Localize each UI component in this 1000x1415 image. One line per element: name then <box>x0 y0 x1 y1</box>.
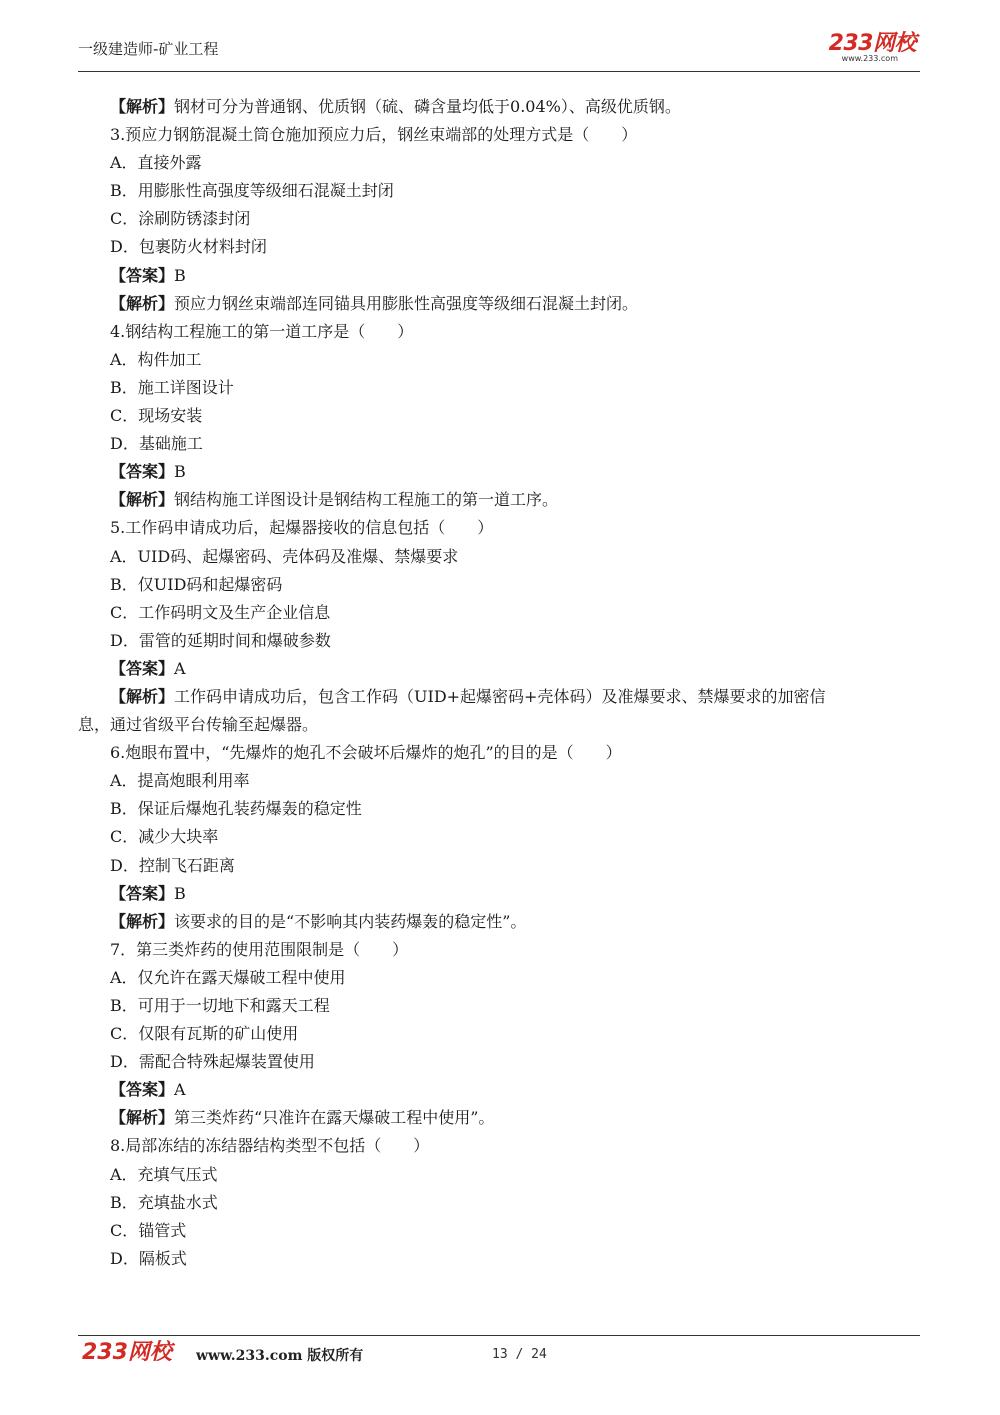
text-line <box>78 486 926 514</box>
line-text: B．用膨胀性高强度等级细石混凝土封闭 <box>110 181 394 201</box>
section-label: 【解析】 <box>110 686 175 706</box>
text-line <box>78 908 926 936</box>
line-text: 6.炮眼布置中，“先爆炸的炮孔不会破坏后爆炸的炮孔”的目的是（ ） <box>110 743 622 763</box>
header-divider <box>78 71 920 72</box>
text-line <box>78 374 926 402</box>
line-text: 7．第三类炸药的使用范围限制是（ ） <box>110 939 409 959</box>
line-text: 4.钢结构工程施工的第一道工序是（ ） <box>110 321 414 341</box>
text-line <box>78 233 926 261</box>
section-label: 【解析】 <box>110 911 175 931</box>
line-text: D．包裹防火材料封闭 <box>110 237 267 257</box>
text-line <box>78 514 926 542</box>
line-text: D．雷管的延期时间和爆破参数 <box>110 630 331 650</box>
line-text: 预应力钢丝束端部连同锚具用膨胀性高强度等级细石混凝土封闭。 <box>174 293 639 313</box>
text-line <box>78 543 926 571</box>
page-number: 13 / 24 <box>492 1347 547 1362</box>
line-text: A <box>174 1080 186 1100</box>
line-text: A．充填气压式 <box>110 1164 218 1184</box>
section-label: 【解析】 <box>110 490 175 510</box>
line-text: C．工作码明文及生产企业信息 <box>110 602 331 622</box>
text-line <box>78 1132 926 1160</box>
text-line <box>78 683 926 711</box>
text-line <box>78 711 926 739</box>
text-line <box>78 767 926 795</box>
text-line <box>78 430 926 458</box>
line-text: 该要求的目的是“不影响其内装药爆轰的稳定性”。 <box>174 911 527 931</box>
text-line <box>78 992 926 1020</box>
text-line <box>78 599 926 627</box>
brand-url: www.233.com <box>841 54 898 63</box>
text-line <box>78 795 926 823</box>
line-text: B <box>174 883 186 903</box>
line-text: 3.预应力钢筋混凝土筒仓施加预应力后，钢丝束端部的处理方式是（ ） <box>110 125 638 145</box>
line-text: C．锚管式 <box>110 1220 187 1240</box>
document-body <box>78 93 926 1273</box>
text-line <box>78 739 926 767</box>
section-label: 【答案】 <box>110 883 175 903</box>
header-title: 一级建造师-矿业工程 <box>78 40 219 58</box>
page-footer <box>78 1340 920 1370</box>
page-header <box>78 32 920 72</box>
line-text: 第三类炸药“只准许在露天爆破工程中使用”。 <box>174 1108 495 1128</box>
text-line <box>78 93 926 121</box>
section-label: 【答案】 <box>110 658 175 678</box>
text-line <box>78 205 926 233</box>
text-line <box>78 121 926 149</box>
section-label: 【答案】 <box>110 462 175 482</box>
text-line <box>78 318 926 346</box>
line-text: B <box>174 462 186 482</box>
section-label: 【解析】 <box>110 1108 175 1128</box>
line-text: 钢材可分为普通钢、优质钢（硫、磷含量均低于0.04%）、高级优质钢。 <box>174 97 681 116</box>
text-line <box>78 290 926 318</box>
text-line <box>78 1020 926 1048</box>
line-text: A．构件加工 <box>110 349 202 369</box>
text-line <box>78 402 926 430</box>
text-line <box>78 346 926 374</box>
line-text: A．UID码、起爆密码、壳体码及准爆、禁爆要求 <box>110 546 459 566</box>
line-text: C．涂刷防锈漆封闭 <box>110 209 251 229</box>
brand-logo <box>829 32 916 63</box>
line-text: B．仅UID码和起爆密码 <box>110 574 283 594</box>
line-text: A．仅允许在露天爆破工程中使用 <box>110 967 346 987</box>
line-text: A．提高炮眼利用率 <box>110 771 250 791</box>
text-line <box>78 149 926 177</box>
line-text: C．减少大块率 <box>110 827 219 847</box>
section-label: 【解析】 <box>110 293 175 313</box>
text-line <box>78 1161 926 1189</box>
line-text: C．现场安装 <box>110 406 203 426</box>
section-label: 【答案】 <box>110 265 175 285</box>
line-text: B．可用于一切地下和露天工程 <box>110 996 330 1015</box>
line-text: 8.局部冻结的冻结器结构类型不包括（ ） <box>110 1136 430 1156</box>
line-text: D．需配合特殊起爆装置使用 <box>110 1052 315 1072</box>
line-text: B．充填盐水式 <box>110 1192 218 1212</box>
text-line <box>78 262 926 290</box>
line-text: A．直接外露 <box>110 153 202 173</box>
text-line <box>78 627 926 655</box>
text-line <box>78 823 926 851</box>
line-text: 工作码申请成功后，包含工作码（UID+起爆密码+壳体码）及准爆要求、禁爆要求的加密信 <box>174 686 826 706</box>
line-text: 息，通过省级平台传输至起爆器。 <box>78 715 319 735</box>
text-line <box>78 458 926 486</box>
section-label: 【解析】 <box>110 97 175 116</box>
line-text: 钢结构施工详图设计是钢结构工程施工的第一道工序。 <box>174 490 559 510</box>
line-text: C．仅限有瓦斯的矿山使用 <box>110 1024 299 1044</box>
line-text: D．隔板式 <box>110 1248 187 1268</box>
text-line <box>78 1076 926 1104</box>
text-line <box>78 655 926 683</box>
brand-name: 233网校 <box>828 31 916 56</box>
section-label: 【答案】 <box>110 1080 175 1100</box>
footer-divider <box>78 1335 920 1336</box>
line-text: D．基础施工 <box>110 434 203 454</box>
text-line <box>78 1048 926 1076</box>
text-line <box>78 1217 926 1245</box>
line-text: B．施工详图设计 <box>110 377 234 397</box>
text-line <box>78 1245 926 1273</box>
line-text: B <box>174 265 186 285</box>
footer-copyright: www.233.com 版权所有 <box>196 1348 364 1364</box>
line-text: B．保证后爆炮孔装药爆轰的稳定性 <box>110 799 362 819</box>
text-line <box>78 880 926 908</box>
text-line <box>78 1189 926 1217</box>
text-line <box>78 852 926 880</box>
line-text: A <box>174 658 186 678</box>
text-line <box>78 177 926 205</box>
text-line <box>78 964 926 992</box>
line-text: 5.工作码申请成功后，起爆器接收的信息包括（ ） <box>110 518 494 538</box>
text-line <box>78 1104 926 1132</box>
text-line <box>78 571 926 599</box>
footer-brand: 233网校 <box>82 1340 172 1365</box>
line-text: D．控制飞石距离 <box>110 855 235 875</box>
text-line <box>78 936 926 964</box>
